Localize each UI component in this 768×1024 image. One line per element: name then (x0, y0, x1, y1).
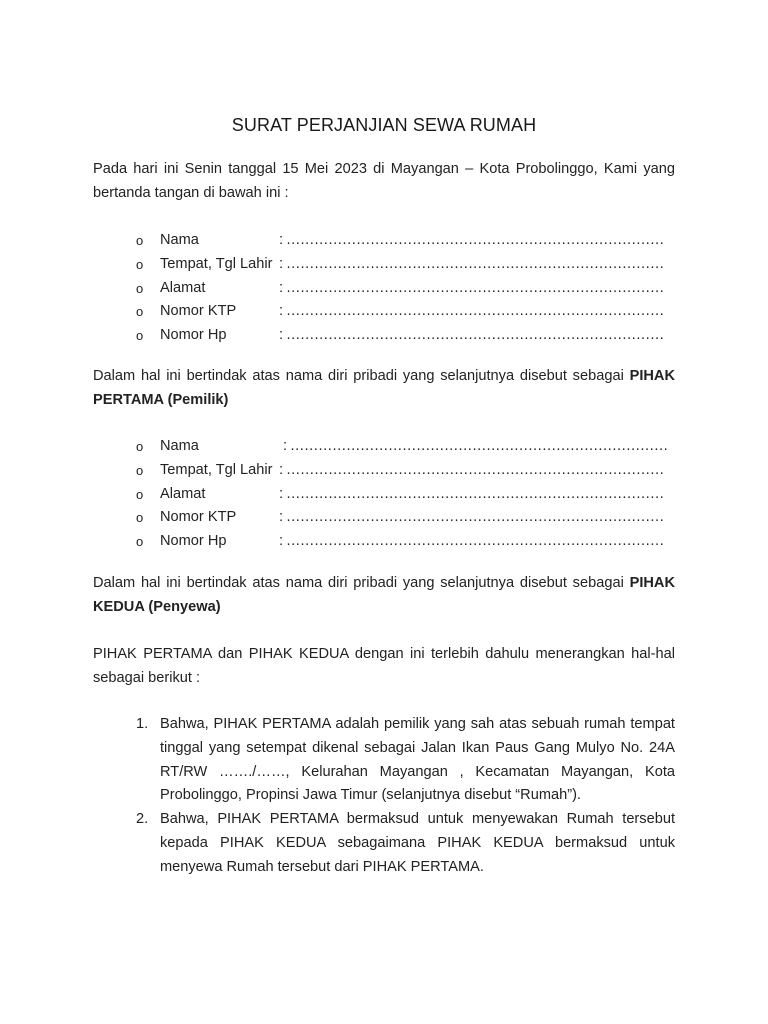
preamble-paragraph: PIHAK PERTAMA dan PIHAK KEDUA dengan ini terlebih dahulu menerangkan hal-hal sebagai berikut : (93, 646, 675, 686)
bullet-icon: o (136, 304, 144, 320)
party1-field-alamat (0, 277, 768, 301)
bullet-icon: o (136, 486, 144, 502)
bullet-icon: o (136, 439, 144, 454)
party1-field-nomor-hp (0, 324, 768, 348)
party1-role: PIHAK PERTAMA (Pemilik) (93, 368, 675, 408)
party2-statement (93, 571, 675, 619)
party1-field-list (0, 229, 768, 348)
bullet-icon: o (136, 280, 144, 296)
party2-field-list (0, 435, 768, 554)
bullet-icon: o (136, 510, 144, 526)
clause-number: 2. (136, 811, 149, 828)
field-blank: : ……………………………………………………………………… (279, 255, 664, 272)
clause-item (136, 713, 675, 808)
field-label: Nama (160, 232, 199, 248)
party2-field-nama (0, 435, 768, 459)
field-blank: : ……………………………………………………………………… (279, 533, 664, 550)
document-title: SURAT PERJANJIAN SEWA RUMAH (231, 115, 537, 135)
field-label: Nomor Hp (160, 327, 227, 344)
field-blank: : ……………………………………………………………………… (279, 279, 664, 296)
field-blank: : ……………………………………………………………………… (279, 461, 664, 478)
field-blank: : ……………………………………………………………………… (279, 509, 664, 526)
bullet-icon: o (136, 534, 144, 550)
clause-list (0, 713, 768, 880)
field-blank: : ……………………………………………………………………… (283, 438, 668, 454)
party1-field-nama (0, 229, 768, 253)
field-blank: : ……………………………………………………………………… (279, 485, 664, 502)
field-label: Nomor Hp (160, 533, 227, 550)
field-label: Nomor KTP (160, 509, 237, 526)
field-label: Tempat, Tgl Lahir (160, 461, 273, 478)
field-blank: : ……………………………………………………………………… (279, 232, 664, 248)
party1-statement (93, 364, 675, 412)
field-label: Nomor KTP (160, 303, 237, 320)
party1-field-nomor-ktp (0, 300, 768, 324)
party2-field-tempat-tgl-lahir (0, 459, 768, 483)
bullet-icon: o (136, 256, 144, 272)
party2-role: PIHAK KEDUA (Penyewa) (93, 575, 675, 615)
intro-paragraph: Pada hari ini Senin tanggal 15 Mei 2023 di Mayangan – Kota Probolinggo, Kami yang bertanda tangan di bawah ini : (93, 161, 675, 201)
party1-field-tempat-tgl-lahir (0, 253, 768, 277)
field-label: Tempat, Tgl Lahir (160, 255, 273, 272)
statement-text: Dalam hal ini bertindak atas nama diri pribadi yang selanjutnya disebut sebagai (93, 575, 630, 591)
field-blank: : ……………………………………………………………………… (279, 303, 664, 320)
party2-field-nomor-ktp (0, 506, 768, 530)
clause-text: Bahwa, PIHAK PERTAMA adalah pemilik yang sah atas sebuah rumah tempat tinggal yang setempat dikenal sebagai Jalan Ikan Paus Gang Mulyo No. 24A RT/RW ……./……, Kelurahan Mayangan , Kecamatan Mayangan, Kota Probolinggo, Propinsi Jawa Timur (selanjutnya disebut “Rumah”). (160, 716, 675, 804)
bullet-icon: o (136, 462, 144, 478)
bullet-icon: o (136, 233, 144, 248)
clause-text: Bahwa, PIHAK PERTAMA bermaksud untuk menyewakan Rumah tersebut kepada PIHAK KEDUA sebagaimana PIHAK KEDUA bermaksud untuk menyewa Rumah tersebut dari PIHAK PERTAMA. (160, 811, 675, 875)
statement-text: Dalam hal ini bertindak atas nama diri pribadi yang selanjutnya disebut sebagai (93, 368, 630, 384)
field-blank: : ……………………………………………………………………… (279, 327, 664, 344)
party2-field-nomor-hp (0, 530, 768, 554)
party2-field-alamat (0, 483, 768, 507)
clause-number: 1. (136, 716, 149, 732)
field-label: Alamat (160, 485, 206, 502)
field-label: Alamat (160, 279, 206, 296)
bullet-icon: o (136, 328, 144, 344)
field-label: Nama (160, 438, 199, 454)
clause-item (136, 808, 675, 879)
